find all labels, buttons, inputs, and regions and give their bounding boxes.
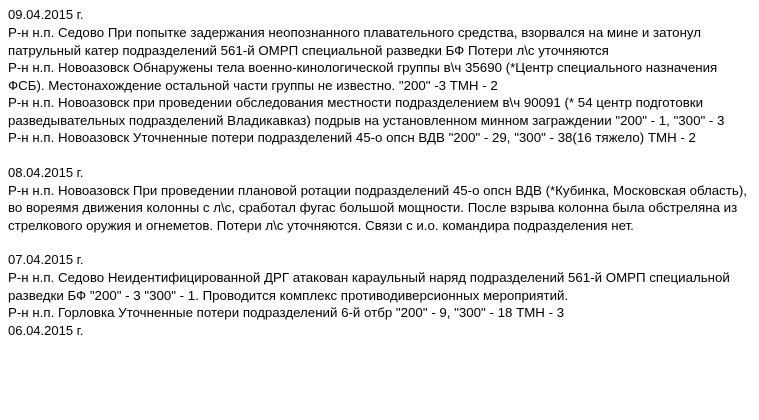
entry-paragraph: Р-н н.п. Новоазовск Уточненные потери подразделений 45-о опсн ВДВ "200" - 29, "300" - 38(16 тяжело) ТМН - 2 [8, 130, 696, 145]
entry-spacer [8, 234, 751, 251]
entry-spacer [8, 147, 751, 164]
entry-paragraph: Р-н н.п. Седово При попытке задержания неопознанного плавательного средства, взорвался на мине и затонул патрульный катер подразделений 561-й ОМРП специальной разведки БФ Потери л\с уточняются [8, 25, 702, 58]
entry-paragraph: Р-н н.п. Горловка Уточненные потери подразделений 6-й отбр "200" - 9, "300" - 18 ТМН - 3 [8, 305, 565, 320]
entry-paragraph: Р-н н.п. Новоазовск при проведении обследования местности подразделением в\ч 90091 (* 54 центр подготовки разведывательных подразделений Владикавказ) подрыв на установленном минном заграждении "200" - 1, "300" - 3 [8, 95, 725, 128]
log-entry [8, 322, 751, 339]
entry-paragraph: Р-н н.п. Новоазовск Обнаружены тела военно-кинологической группы в\ч 35690 (*Центр специального назначения ФСБ). Местонахождение остальной части группы не известно. "200" -3 ТМН - 2 [8, 60, 718, 93]
entry-date: 07.04.2015 г. [8, 252, 84, 267]
entry-date: 08.04.2015 г. [8, 164, 84, 180]
entry-date: 09.04.2015 г. [8, 7, 84, 22]
entry-paragraph: Р-н н.п. Седово Неидентифицированной ДРГ атакован караульный наряд подразделений 561-й ОМРП специальной разведки БФ "200" - 3 "300" - 1. Проводится комплекс противодиверсионных мероприятий. [8, 270, 730, 303]
entry-date: 06.04.2015 г. [8, 322, 84, 338]
entry-paragraph: Р-н н.п. Новоазовск При проведении плановой ротации подразделений 45-о опсн ВДВ (*Кубинка, Московская область), во вореямя движения колонны с л\с, сработал фугас большой мощности. После взрыва колонна была обстреляна из стрелкового оружия и огнеметов. Потери л\с уточняются. Связи с и.о. командира подразделения нет. [8, 182, 747, 233]
log-entry [8, 6, 751, 147]
log-entry [8, 164, 751, 235]
log-entry [8, 251, 751, 322]
